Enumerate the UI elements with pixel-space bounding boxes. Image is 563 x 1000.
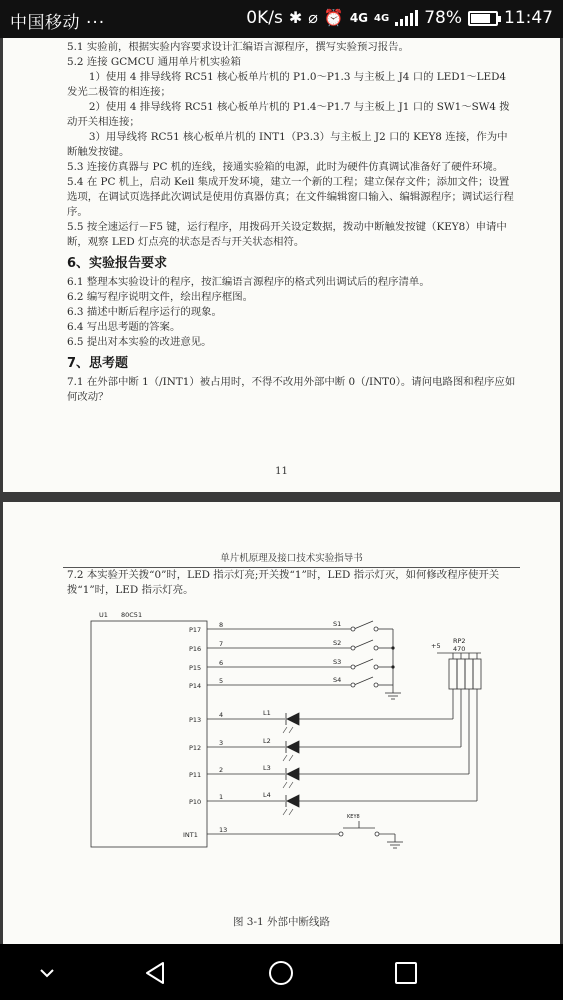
pin-label: P16 xyxy=(189,645,202,653)
resistor-ref-label: RP2 xyxy=(453,637,466,645)
pin-number: 7 xyxy=(219,640,224,648)
document-page-11 xyxy=(3,38,560,492)
text-line: 5.2 连接 GCMCU 通用单片机实验箱 xyxy=(67,56,241,68)
pin-number: 13 xyxy=(219,826,228,834)
led-label: L4 xyxy=(263,791,271,799)
text-line: 5.4 在 PC 机上，启动 Keil 集成开发环境，建立一个新的工程；建立保存文件；添加文件；设置选项，在调试页选择此次调试是使用仿真器仿真；在文件编辑窗口输入、编辑源程序；调试运行程序。 xyxy=(67,176,514,218)
led-label: L2 xyxy=(263,737,271,745)
network-4g-label-2: 4G xyxy=(374,12,390,24)
switch-label: S1 xyxy=(333,620,342,628)
pin-number: 6 xyxy=(219,659,224,667)
pin-number: 5 xyxy=(219,677,224,685)
led-label: L3 xyxy=(263,764,271,772)
figure-caption: 图 3-1 外部中断线路 xyxy=(232,916,331,928)
navigation-bar xyxy=(0,944,563,1000)
carrier-name: 中国移动 xyxy=(10,13,80,33)
document-page-12 xyxy=(3,502,560,944)
vcc-label: +5 xyxy=(431,642,441,650)
more-notifications-icon: ··· xyxy=(86,13,106,33)
clock: 11:47 xyxy=(504,8,553,28)
text-line: 1）使用 4 排导线将 RC51 核心板单片机的 P1.0～P1.3 与主板上 J4 口的 LED1～LED4 发光二极管的相连接； xyxy=(67,71,507,98)
text-line: 3）用导线将 RC51 核心板单片机的 INT1（P3.3）与主板上 J2 口的 KEY8 连接，作为中断触发按键。 xyxy=(67,131,508,158)
page-text-block xyxy=(67,40,517,405)
alarm-icon: ⏰ xyxy=(323,8,344,27)
back-button[interactable] xyxy=(141,958,171,988)
pin-number: 1 xyxy=(219,793,224,801)
list-item: 6.5 提出对本实验的改进意见。 xyxy=(67,336,212,348)
recent-apps-button[interactable] xyxy=(391,958,421,988)
chip-body xyxy=(91,621,207,847)
battery-percent: 78% xyxy=(424,8,462,28)
button-label: KEY8 xyxy=(347,814,360,820)
switch-label: S2 xyxy=(333,639,342,647)
chevron-down-icon[interactable] xyxy=(32,958,62,988)
pin-label: P12 xyxy=(189,744,202,752)
section-heading: 6、实验报告要求 xyxy=(67,256,168,271)
pin-label: P14 xyxy=(189,682,202,690)
section-heading: 7、思考题 xyxy=(67,356,129,371)
chip-ref-label: U1 xyxy=(99,611,108,619)
status-bar xyxy=(0,0,563,38)
pin-number: 4 xyxy=(219,711,224,719)
vibrate-off-icon: ⌀ xyxy=(308,8,318,27)
list-item: 6.4 写出思考题的答案。 xyxy=(67,321,181,333)
pin-label: INT1 xyxy=(183,831,198,839)
text-line: 5.1 实验前，根据实验内容要求设计汇编语言源程序，撰写实验预习报告。 xyxy=(67,41,409,53)
pin-number: 2 xyxy=(219,766,224,774)
text-line: 5.5 按全速运行－F5 键，运行程序，用拨码开关设定数据，拨动中断触发按键（KEY8）申请中断，观察 LED 灯点亮的状态是否与开关状态相符。 xyxy=(67,221,507,248)
signal-strength-icon xyxy=(395,10,418,26)
bluetooth-icon: ✱ xyxy=(288,8,303,27)
question-text: 7.2 本实验开关拨“0”时，LED 指示灯亮;开关拨“1”时，LED 指示灯灭，如何修改程序使开关拨“1”时，LED 指示灯亮。 xyxy=(67,569,500,596)
led-label: L1 xyxy=(263,709,271,717)
list-item: 6.3 描述中断后程序运行的现象。 xyxy=(67,306,222,318)
pin-label: P17 xyxy=(189,626,202,634)
switch-label: S4 xyxy=(333,676,342,684)
list-item: 6.1 整理本实验设计的程序，按汇编语言源程序的格式列出调试后的程序清单。 xyxy=(67,276,430,288)
chip-name-label: 80C51 xyxy=(121,611,143,619)
network-4g-label: 4G xyxy=(349,11,369,25)
pin-number: 8 xyxy=(219,621,224,629)
document-viewer[interactable] xyxy=(0,38,563,944)
resistor-value-label: 470 xyxy=(453,645,466,653)
running-header: 单片机原理及接口技术实验指导书 xyxy=(63,550,520,568)
pin-label: P13 xyxy=(189,716,202,724)
circuit-diagram xyxy=(3,607,560,907)
question-text: 7.1 在外部中断 1（/INT1）被占用时，不得不改用外部中断 0（/INT0）。请问电路图和程序应如何改动？ xyxy=(67,376,516,403)
switch-label: S3 xyxy=(333,658,342,666)
list-item: 6.2 编写程序说明文件，绘出程序框图。 xyxy=(67,291,254,303)
page-number: 11 xyxy=(275,466,288,477)
pin-label: P10 xyxy=(189,798,202,806)
text-line: 5.3 连接仿真器与 PC 机的连线，接通实验箱的电源，此时为硬件仿真调试准备好了硬件环境。 xyxy=(67,161,504,173)
pin-label: P11 xyxy=(189,771,202,779)
network-speed: 0K/s xyxy=(246,8,283,28)
battery-icon xyxy=(468,11,498,26)
pin-number: 3 xyxy=(219,739,224,747)
text-line: 2）使用 4 排导线将 RC51 核心板单片机的 P1.4～P1.7 与主板上 J1 口的 SW1～SW4 拨动开关相连接； xyxy=(67,101,510,128)
pin-label: P15 xyxy=(189,664,202,672)
home-button[interactable] xyxy=(266,958,296,988)
